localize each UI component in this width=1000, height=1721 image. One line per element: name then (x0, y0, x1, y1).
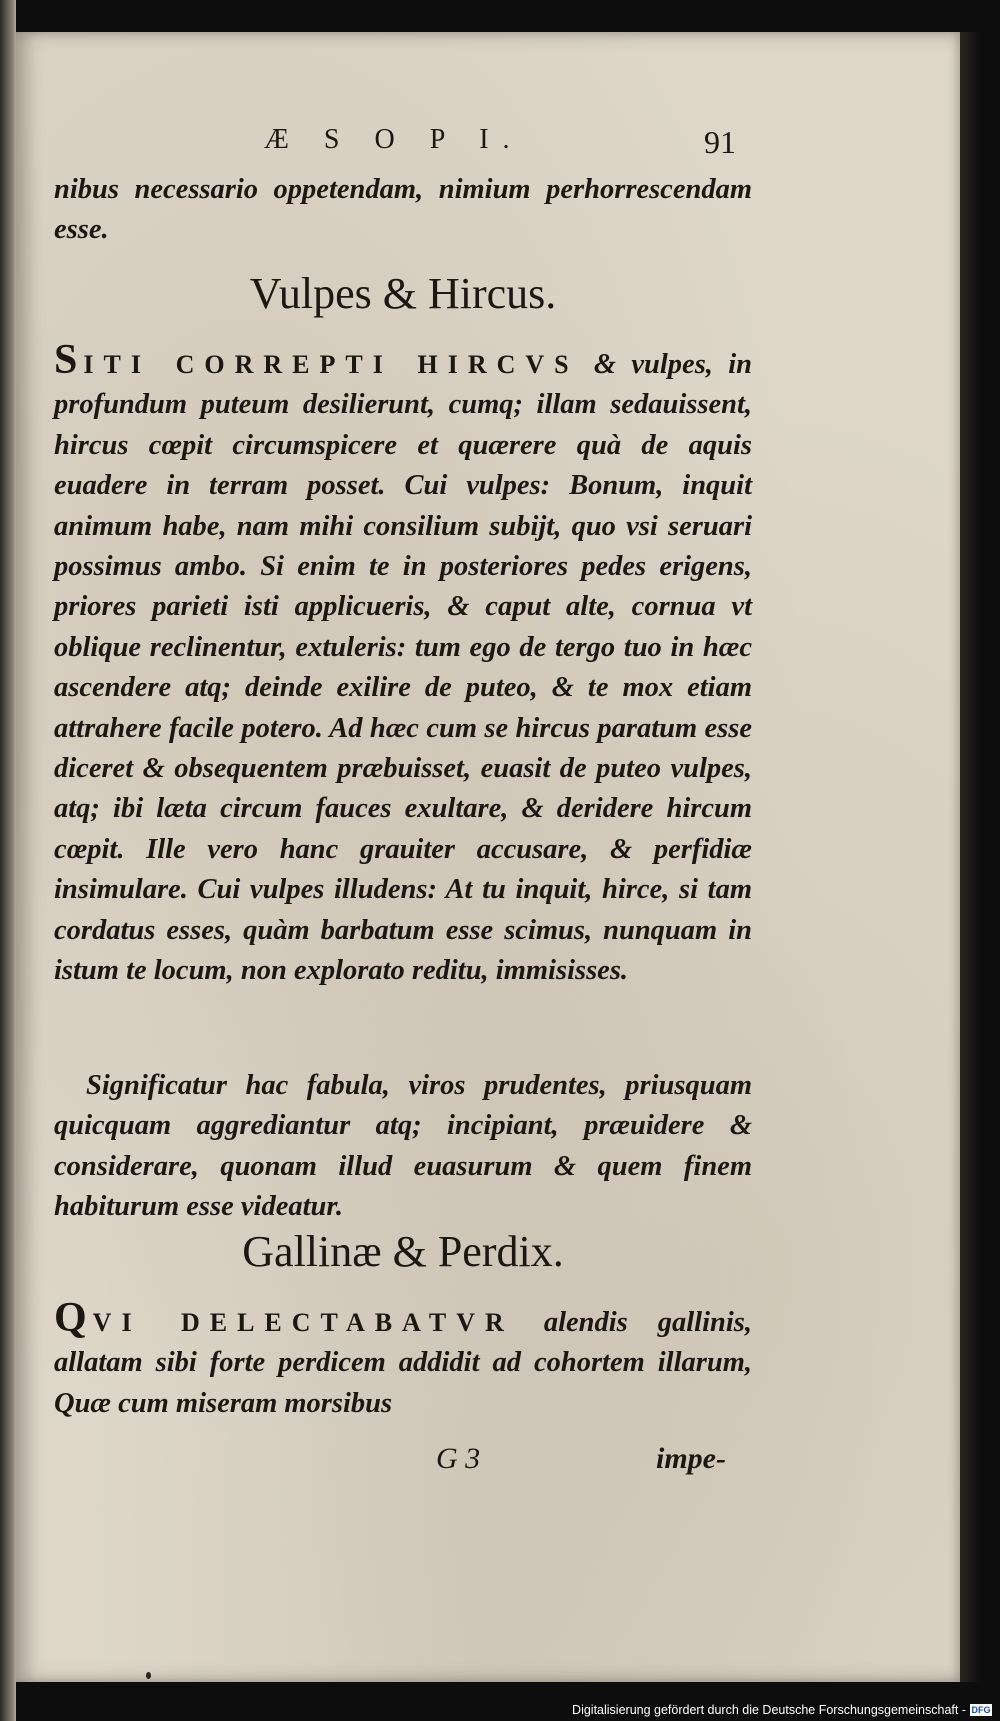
fable-body-gallinae-perdix (54, 1295, 753, 1424)
opening-capitals (54, 337, 579, 383)
catchword: impe- (656, 1442, 726, 1475)
opening-capitals (54, 1295, 514, 1341)
fable-title-gallinae-perdix: Gallinæ & Perdix. (242, 1227, 564, 1276)
page-shadow-edge (958, 32, 1000, 1682)
book-spine-edge (0, 0, 16, 1721)
book-page (16, 32, 960, 1682)
fable-body-vulpes-hircus (54, 337, 752, 992)
drop-letter: S (54, 337, 84, 383)
ink-speck (146, 1672, 151, 1679)
fable-text: alendis gallinis, allatam sibi forte perdicem addidit ad cohortem illarum, Quæ cum miseram morsibus (54, 1307, 753, 1419)
small-caps: VI DELECTABATVR (92, 1308, 514, 1337)
credit-text: Digitalisierung gefördert durch die Deutsche Forschungsgemeinschaft - (572, 1703, 966, 1717)
running-head: Æ S O P I. (264, 124, 524, 155)
fable-title-vulpes-hircus: Vulpes & Hircus. (249, 269, 557, 318)
page-number: 91 (704, 124, 736, 160)
dfg-logo-icon: DFG (971, 1705, 991, 1715)
fable-text: & vulpes, in profundum puteum desilierunt, cumq; illam sedauissent, hircus cœpit circumspicere et quærere quà de aquis euadere in terram posset. Cui vulpes: Bonum, inquit animum habe, nam mihi consilium subijt, quo vsi seruari possimus ambo. Si enim te in posteriores pedes erigens, priores parieti isti applicueris, & caput alte, cornua vt oblique reclinentur, extuleris: tum ego de tergo tuo in hæc ascendere atq; deinde exilire de puteo, & te mox etiam attrahere facile potero. Ad hæc cum se hircus paratum esse diceret & obsequentem præbuisset, euasit de puteo vulpes, atq; ibi læta circum fauces exultare, & deridere hircum cœpit. Ille vero hanc grauiter accusare, & perfidiæ insimulare. Cui vulpes illudens: At tu inquit, hirce, si tam cordatus esses, quàm barbatum esse scimus, nunquam in istum te locum, non explorato reditu, immisisses. (54, 349, 752, 987)
small-caps: ITI CORREPTI HIRCVS (83, 350, 579, 379)
continuation-text: nibus necessario oppetendam, nimium perhorrescendam esse. (54, 174, 752, 246)
fable-moral: Significatur hac fabula, viros prudentes, priusquam quicquam aggrediantur atq; incipiant, præuidere & considerare, quonam illud euasurum & quem finem habiturum esse videatur. (54, 1070, 752, 1223)
drop-letter: Q (54, 1295, 93, 1341)
footer-credit (572, 1703, 992, 1717)
signature-mark: G 3 (436, 1442, 481, 1475)
